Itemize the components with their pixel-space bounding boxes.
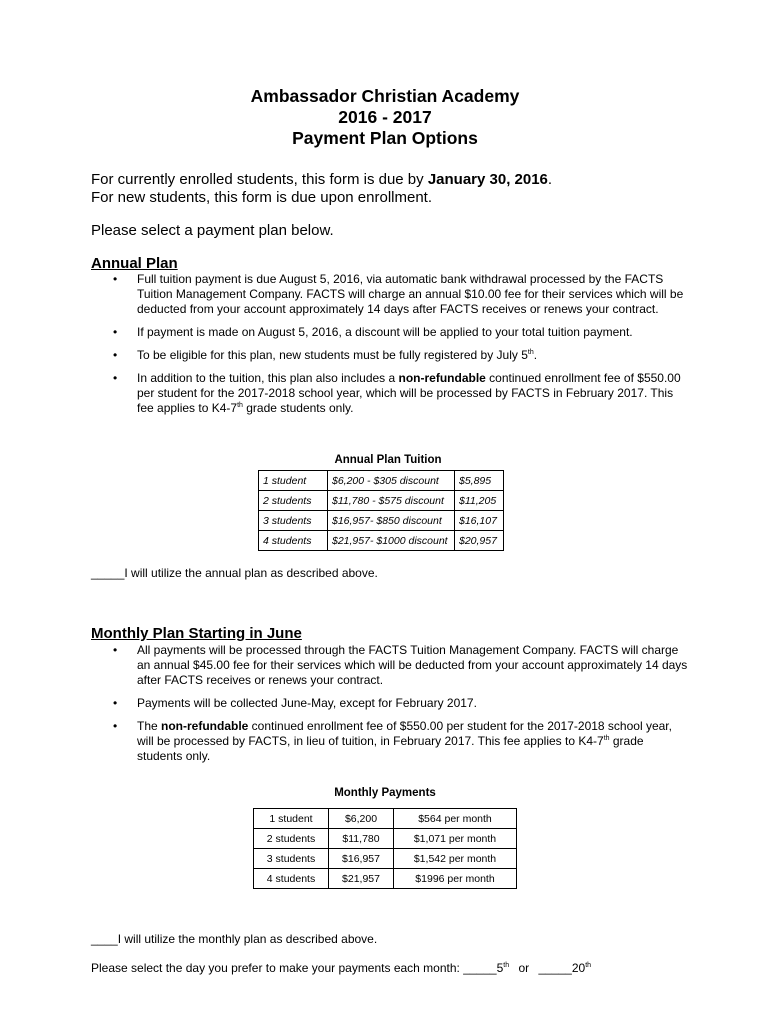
superscript: th (503, 962, 510, 969)
bullet-text: To be eligible for this plan, new students must be fully registered by July 5 (137, 348, 528, 362)
table-cell: $16,957- $850 discount (328, 511, 455, 531)
table-cell: 1 student (254, 809, 329, 829)
table-cell: $6,200 (329, 809, 394, 829)
table-row (259, 511, 504, 531)
monthly-agreement-text: I will utilize the monthly plan as described above. (117, 932, 378, 946)
bullet-text: Full tuition payment is due August 5, 2016, via automatic bank withdrawal processed by the FACTS Tuition Management Company. FACTS will charge an annual $10.00 fee for their services which will be deducted from your account approximately 14 days after FACTS receives or renews your contract. (137, 272, 684, 316)
new-student-line: For new students, this form is due upon enrollment. (91, 189, 433, 206)
due-date: January 30, 2016 (427, 171, 548, 188)
table-cell: $21,957- $1000 discount (328, 531, 455, 551)
bullet-bold-text: non-refundable (398, 371, 486, 385)
school-year: 2016 - 2017 (338, 107, 432, 127)
table-row (254, 809, 517, 829)
table-cell: 2 students (254, 829, 329, 849)
due-date-line (91, 171, 552, 189)
form-title: Payment Plan Options (292, 128, 478, 148)
day-5-label: 5 (496, 961, 504, 975)
table-cell: $11,780 (329, 829, 394, 849)
payment-day-line (91, 961, 591, 975)
table-row (259, 491, 504, 511)
monthly-plan-heading: Monthly Plan Starting in June (91, 625, 302, 642)
table-cell: 3 students (259, 511, 328, 531)
bullet-text: grade students only. (137, 734, 644, 763)
list-item (91, 719, 691, 764)
list-item (91, 272, 691, 317)
bullet-bold-text: non-refundable (161, 719, 249, 733)
monthly-plan-list (91, 643, 691, 772)
table-row (254, 829, 517, 849)
bullet-text: continued enrollment fee of $550.00 per student for the 2017-2018 school year, will be processed by FACTS, in lieu of tuition, in February 2017. This fee applies to K4-7 (137, 719, 672, 748)
list-item (91, 696, 691, 711)
annual-signoff-blank[interactable]: _____ (91, 566, 125, 580)
table-cell: $5,895 (455, 471, 504, 491)
or-label: or (518, 961, 530, 975)
bullet-text: If payment is made on August 5, 2016, a discount will be applied to your total tuition payment. (137, 325, 633, 339)
table-cell: $16,957 (329, 849, 394, 869)
monthly-payments-table (253, 808, 517, 889)
monthly-agreement-line (91, 932, 377, 946)
bullet-text: In addition to the tuition, this plan also includes a (137, 371, 399, 385)
day-20-blank[interactable]: _____ (538, 961, 572, 975)
annual-agreement-line (91, 566, 378, 580)
table-row (254, 849, 517, 869)
table-cell: 2 students (259, 491, 328, 511)
annual-agreement-text: I will utilize the annual plan as described above. (124, 566, 378, 580)
table-cell: $1996 per month (394, 869, 517, 889)
due-date-period: . (547, 171, 553, 188)
day-5-blank[interactable]: _____ (463, 961, 497, 975)
table-cell: $11,205 (455, 491, 504, 511)
monthly-table-title: Monthly Payments (334, 787, 436, 799)
table-cell: $11,780 - $575 discount (328, 491, 455, 511)
bullet-text: Payments will be collected June-May, except for February 2017. (137, 696, 477, 710)
superscript: th (585, 962, 592, 969)
table-row (259, 531, 504, 551)
monthly-signoff-blank[interactable]: ____ (91, 932, 118, 946)
table-cell: 1 student (259, 471, 328, 491)
table-cell: $564 per month (394, 809, 517, 829)
list-item (91, 325, 691, 340)
table-row (259, 471, 504, 491)
superscript: th (237, 402, 243, 409)
superscript: th (603, 735, 610, 742)
table-cell: 4 students (254, 869, 329, 889)
payment-day-prompt: Please select the day you prefer to make your payments each month: (91, 961, 464, 975)
list-item (91, 348, 691, 363)
form-header (0, 86, 770, 149)
day-20-label: 20 (571, 961, 586, 975)
school-name: Ambassador Christian Academy (250, 86, 520, 106)
bullet-text: All payments will be processed through the FACTS Tuition Management Company. FACTS will charge an annual $45.00 fee for their services which will be deducted from your account approximately 14 days after FACTS receives or renews your contract. (137, 643, 688, 687)
annual-plan-list (91, 272, 691, 424)
bullet-text: continued enrollment fee of $550.00 per student for the 2017-2018 school year, which will be processed by FACTS in February 2017. This fee applies to K4-7 (137, 371, 681, 415)
annual-plan-heading: Annual Plan (91, 255, 178, 272)
list-item (91, 371, 691, 416)
bullet-text: . (533, 348, 538, 362)
annual-table-title: Annual Plan Tuition (334, 454, 442, 466)
select-plan-instruction: Please select a payment plan below. (91, 222, 334, 239)
table-cell: $21,957 (329, 869, 394, 889)
annual-tuition-table (258, 470, 504, 551)
table-cell: $1,542 per month (394, 849, 517, 869)
table-cell: $16,107 (455, 511, 504, 531)
due-date-text: For currently enrolled students, this form is due by (91, 171, 428, 188)
list-item (91, 643, 691, 688)
table-cell: $20,957 (455, 531, 504, 551)
table-row (254, 869, 517, 889)
table-cell: 4 students (259, 531, 328, 551)
superscript: th (527, 349, 534, 356)
bullet-text: grade students only. (242, 401, 354, 415)
table-cell: $6,200 - $305 discount (328, 471, 455, 491)
table-cell: 3 students (254, 849, 329, 869)
table-cell: $1,071 per month (394, 829, 517, 849)
bullet-text: The (137, 719, 162, 733)
